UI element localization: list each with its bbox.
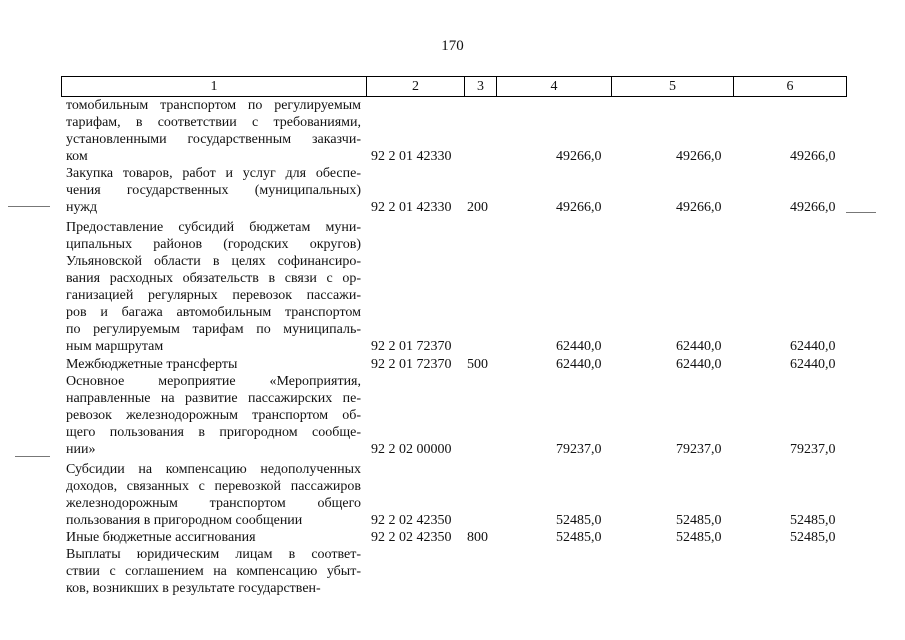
table-header (61, 76, 847, 97)
row-expense-type: 800 (467, 530, 488, 545)
row-code: 92 2 02 00000 (371, 442, 452, 457)
row-expense-type: 500 (467, 357, 488, 372)
header-col-5: 5 (612, 77, 734, 96)
description-line: тарифам, в соответствии с требованиями, (66, 115, 361, 130)
description-line: по регулируемым тарифам по муниципаль- (66, 322, 361, 337)
description-line: чения государственных (муниципальных) (66, 183, 361, 198)
row-expense-type: 200 (467, 200, 488, 215)
header-col-2: 2 (367, 77, 465, 96)
row-code: 92 2 01 72370 (371, 357, 452, 372)
row-value-col5: 52485,0 (676, 530, 722, 545)
description-line: ствии с соглашением на компенсацию убыт- (66, 564, 361, 579)
description-line: ревозок железнодорожным транспортом об- (66, 408, 361, 423)
description-line: щего пользования в пригородном сообще- (66, 425, 361, 440)
description-line: ков, возникших в результате государствен- (66, 581, 321, 596)
description-line: томобильным транспортом по регулируемым (66, 98, 361, 113)
description-line: Основное мероприятие «Мероприятия, (66, 374, 361, 389)
description-line: направленные на развитие пассажирских пе- (66, 391, 361, 406)
row-value-col6: 49266,0 (790, 200, 836, 215)
description-line: нужд (66, 200, 98, 215)
row-value-col4: 62440,0 (556, 339, 602, 354)
description-line: Ульяновской области в целях софинансиро- (66, 254, 361, 269)
row-value-col5: 62440,0 (676, 357, 722, 372)
row-value-col6: 62440,0 (790, 357, 836, 372)
row-value-col4: 49266,0 (556, 149, 602, 164)
row-value-col5: 49266,0 (676, 149, 722, 164)
description-line: пользования в пригородном сообщении (66, 513, 303, 528)
row-description (66, 97, 361, 165)
row-value-col4: 52485,0 (556, 513, 602, 528)
row-value-col5: 79237,0 (676, 442, 722, 457)
description-line: доходов, связанных с перевозкой пассажиров (66, 479, 361, 494)
description-line: установленными государственным заказчи- (66, 132, 361, 147)
description-line: Закупка товаров, работ и услуг для обеспе- (66, 166, 361, 181)
row-code: 92 2 01 42330 (371, 149, 452, 164)
row-description (66, 219, 361, 355)
row-description (66, 356, 361, 373)
description-line: Иные бюджетные ассигнования (66, 530, 256, 545)
description-line: Межбюджетные трансферты (66, 357, 238, 372)
description-line: ным маршрутам (66, 339, 164, 354)
row-code: 92 2 02 42350 (371, 513, 452, 528)
row-code: 92 2 02 42350 (371, 530, 452, 545)
description-line: Выплаты юридическим лицам в соответ- (66, 547, 361, 562)
description-line: ров и багажа автомобильным транспортом (66, 305, 361, 320)
row-code: 92 2 01 42330 (371, 200, 452, 215)
row-description (66, 373, 361, 458)
row-value-col4: 52485,0 (556, 530, 602, 545)
description-line: железнодорожным транспортом общего (66, 496, 361, 511)
header-col-4: 4 (497, 77, 612, 96)
scan-artifact (15, 456, 50, 457)
row-value-col6: 49266,0 (790, 149, 836, 164)
description-line: Предоставление субсидий бюджетам муни- (66, 220, 361, 235)
row-value-col6: 52485,0 (790, 513, 836, 528)
row-value-col6: 52485,0 (790, 530, 836, 545)
row-description (66, 546, 361, 597)
row-value-col4: 49266,0 (556, 200, 602, 215)
description-line: ганизацией регулярных перевозок пассажи- (66, 288, 361, 303)
row-value-col6: 62440,0 (790, 339, 836, 354)
row-value-col5: 52485,0 (676, 513, 722, 528)
page-number: 170 (441, 38, 464, 54)
row-value-col6: 79237,0 (790, 442, 836, 457)
scan-artifact (846, 212, 876, 213)
row-value-col5: 49266,0 (676, 200, 722, 215)
description-line: ципальных районов (городских округов) (66, 237, 361, 252)
row-value-col4: 79237,0 (556, 442, 602, 457)
row-description (66, 529, 361, 546)
header-col-6: 6 (786, 79, 794, 94)
row-description (66, 461, 361, 529)
description-line: ком (66, 149, 88, 164)
row-value-col4: 62440,0 (556, 357, 602, 372)
row-value-col5: 62440,0 (676, 339, 722, 354)
header-col-3: 3 (465, 77, 497, 96)
description-line: нии» (66, 442, 96, 457)
header-col-1: 1 (62, 77, 367, 96)
row-code: 92 2 01 72370 (371, 339, 452, 354)
row-description (66, 165, 361, 216)
scan-artifact (8, 206, 50, 207)
description-line: вания расходных обязательств в связи с ор- (66, 271, 361, 286)
description-line: Субсидии на компенсацию недополученных (66, 462, 361, 477)
